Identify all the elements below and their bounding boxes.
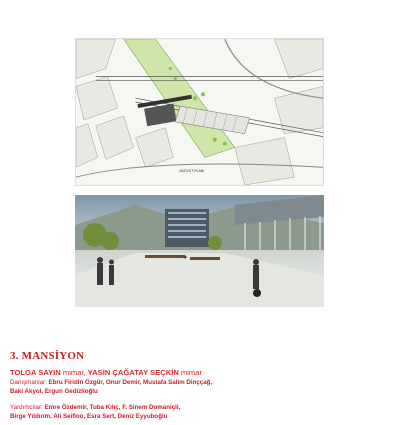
assistants-line-1: Emre Özdemir, Tuba Kılıç, F. Sinem Domaniçli, — [44, 404, 181, 411]
advisors-line-1: Ebru Firidin Özgür, Onur Demir, Mustafa Salim Dinççağ, — [48, 379, 213, 386]
section-heading — [10, 350, 390, 362]
perspective-render-drawing — [75, 195, 324, 307]
authors-line — [10, 368, 390, 377]
author-role-1: mimar, — [60, 368, 88, 377]
site-plan-image — [75, 38, 324, 186]
advisors-line-2: Baki Akyol, Ergun Gedizlioğlu — [10, 388, 98, 395]
author-name-2: YASİN ÇAĞATAY SEÇKİN — [87, 368, 179, 377]
advisors-label: Danışmanlar: — [10, 379, 49, 386]
author-name-1: TOLGA SAYIN — [10, 368, 61, 377]
assistants-line-2: Birge Yıldırım, Ali Seifloo, Esra Sert, Deniz Eyyuboğlu — [10, 413, 168, 420]
section-number: 3. — [10, 350, 19, 362]
section-title: MANSİYON — [21, 350, 85, 362]
plan-annotation: VAZİYET PLANI — [179, 169, 205, 174]
author-role-2: mimar — [178, 368, 203, 377]
site-plan-drawing — [76, 39, 323, 185]
assistants-credits — [10, 403, 390, 421]
advisors-credits — [10, 378, 390, 396]
assistants-label: Yardımcılar: — [10, 404, 45, 411]
perspective-render-image — [75, 195, 324, 307]
